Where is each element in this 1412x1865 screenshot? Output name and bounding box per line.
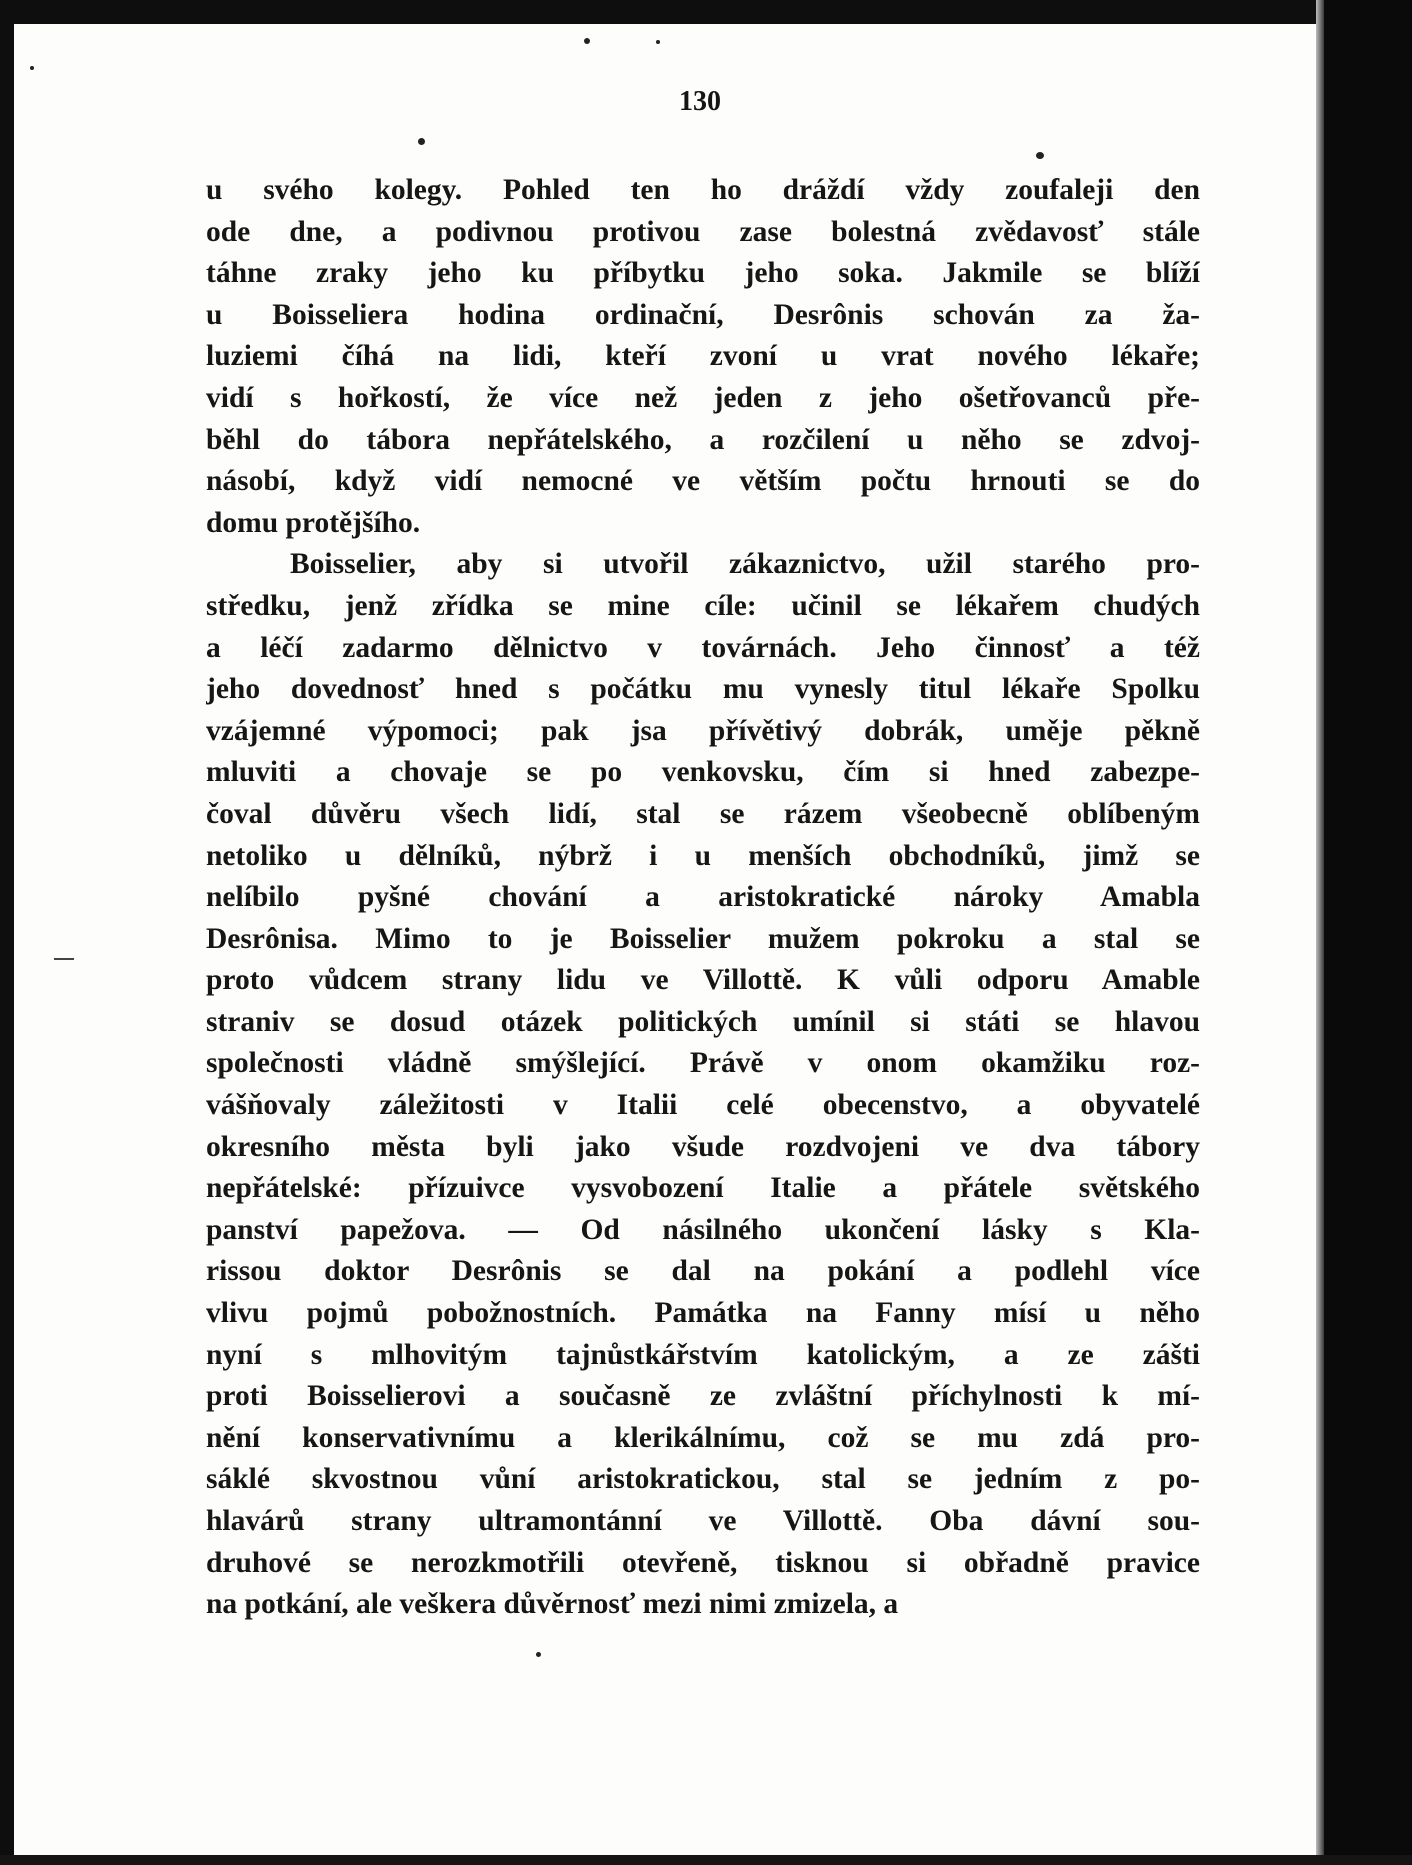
scan-speck — [1036, 152, 1044, 159]
text-line: netoliko u dělníků, nýbrž i u menších obchodníků, jimž se — [206, 839, 1200, 872]
text-line: nění konservativnímu a klerikálnímu, což se mu zdá pro- — [206, 1421, 1200, 1454]
text-line: ode dne, a podivnou protivou zase bolestná zvědavosť stále — [206, 215, 1200, 248]
text-line: okresního města byli jako všude rozdvojeni ve dva tábory — [206, 1130, 1200, 1163]
margin-mark — [54, 958, 74, 960]
text-line: luziemi číhá na lidi, kteří zvoní u vrat nového lékaře; — [206, 340, 1200, 373]
text-line: čoval důvěru všech lidí, stal se rázem všeobecně oblíbeným — [206, 797, 1200, 830]
text-line: panství papežova. — Od násilného ukončení lásky s Kla- — [206, 1213, 1200, 1246]
text-line: nyní s mlhovitým tajnůstkářstvím katolickým, a ze zášti — [206, 1338, 1200, 1371]
text-line: proti Boisselierovi a současně ze zvláštní příchylnosti k mí- — [206, 1380, 1200, 1413]
text-line: vlivu pojmů pobožnostních. Památka na Fanny mísí u něho — [206, 1297, 1200, 1330]
text-line: mluviti a chovaje se po venkovsku, čím si hned zabezpe- — [206, 756, 1200, 789]
page-edge-shadow — [1316, 0, 1324, 1865]
text-line: rissou doktor Desrônis se dal na pokání a podlehl více — [206, 1255, 1200, 1288]
text-line: nepřátelské: přízuivce vysvobození Italie a přátele světského — [206, 1172, 1200, 1205]
scan-border-right — [1322, 0, 1412, 1865]
text-line: proto vůdcem strany lidu ve Villottě. K vůli odporu Amable — [206, 964, 1200, 997]
page-number: 130 — [679, 86, 721, 117]
text-line: sáklé skvostnou vůní aristokratickou, stal se jedním z po- — [206, 1463, 1200, 1496]
text-line: společnosti vládně smýšlející. Právě v onom okamžiku roz- — [206, 1047, 1200, 1080]
body-text — [206, 170, 1200, 1626]
scan-border-left — [0, 0, 14, 1865]
text-line: běhl do tábora nepřátelského, a rozčilení u něho se zdvoj- — [206, 423, 1200, 456]
text-line: Boisselier, aby si utvořil zákaznictvo, užil starého pro- — [290, 548, 1200, 581]
text-line: straniv se dosud otázek politických umínil si státi se hlavou — [206, 1005, 1200, 1038]
text-line: násobí, když vidí nemocné ve větším počtu hrnouti se do — [206, 465, 1200, 498]
text-line: na potkání, ale veškera důvěrnosť mezi nimi zmizela, a — [206, 1588, 899, 1621]
scan-border-bottom — [0, 1855, 1412, 1865]
scan-speck — [656, 40, 660, 44]
text-line: u Boisseliera hodina ordinační, Desrônis schován za ža- — [206, 298, 1200, 331]
text-line: hlavárů strany ultramontánní ve Villottě. Oba dávní sou- — [206, 1505, 1200, 1537]
scan-speck — [30, 66, 34, 70]
text-line: jeho dovednosť hned s počátku mu vynesly titul lékaře Spolku — [206, 673, 1200, 706]
text-line: vidí s hořkostí, že více než jeden z jeho ošetřovanců pře- — [206, 381, 1200, 414]
scan-speck — [584, 38, 590, 44]
text-line: domu protějšího. — [206, 506, 421, 539]
text-line: a léčí zadarmo dělnictvo v továrnách. Jeho činnosť a též — [206, 631, 1200, 664]
scan-speck — [536, 1652, 541, 1657]
text-line: středku, jenž zřídka se mine cíle: učinil se lékařem chudých — [206, 589, 1200, 622]
text-line: vášňovaly záležitosti v Italii celé obecenstvo, a obyvatelé — [206, 1089, 1200, 1122]
text-line: vzájemné výpomoci; pak jsa přívětivý dobrák, uměje pěkně — [206, 714, 1200, 747]
scan-border-top — [0, 0, 1412, 24]
text-line: táhne zraky jeho ku příbytku jeho soka. Jakmile se blíží — [206, 257, 1200, 290]
scan-speck — [418, 138, 425, 145]
text-line: u svého kolegy. Pohled ten ho dráždí vždy zoufaleji den — [206, 174, 1200, 206]
text-line: druhové se nerozkmotřili otevřeně, tisknou si obřadně pravice — [206, 1546, 1200, 1579]
text-line: Desrônisa. Mimo to je Boisselier mužem pokroku a stal se — [206, 922, 1200, 955]
text-line: nelíbilo pyšné chování a aristokratické nároky Amabla — [206, 881, 1200, 914]
